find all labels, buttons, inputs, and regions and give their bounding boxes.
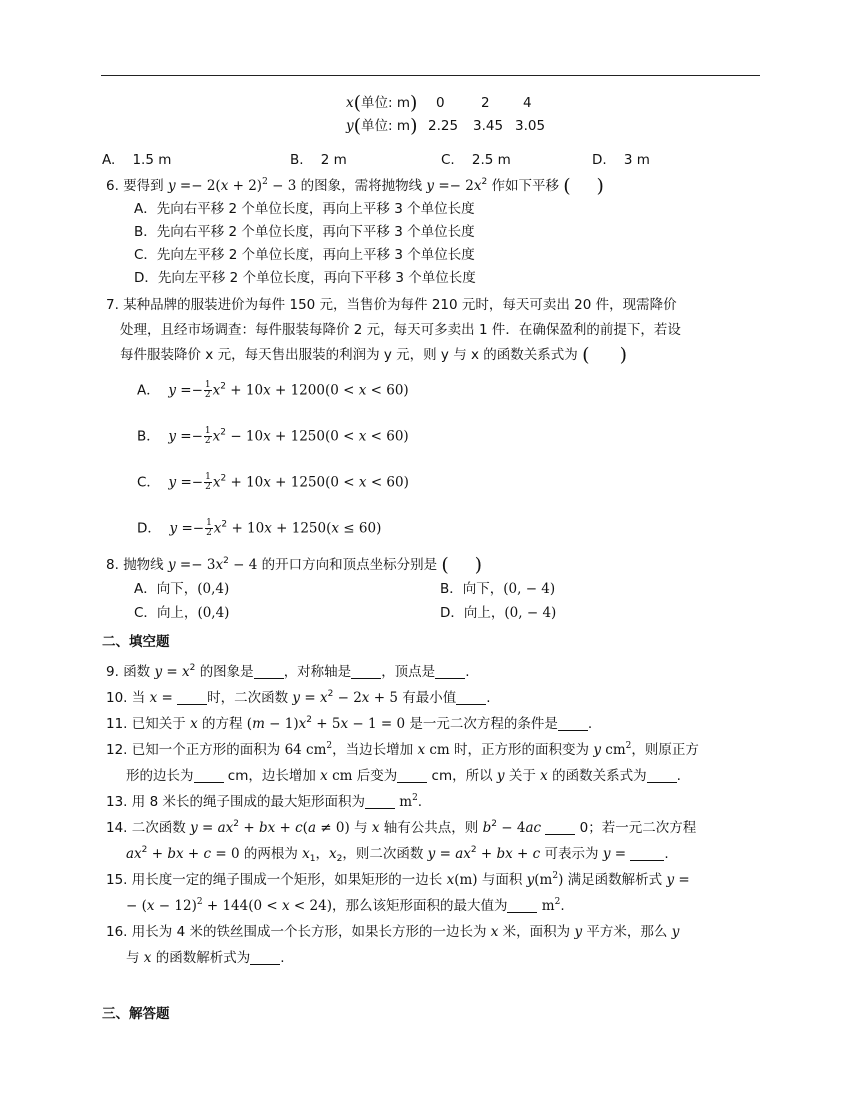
q14-line-1: 14. 二次函数 $y = ax^2$ + bx + c(a ≠ 0) 与 x 轴有公共点，则 $b^2 - 4ac$ 0；若一元二次方程	[106, 819, 697, 836]
q12-line-2: 形的边长为 cm，边长增加 x cm 后变为 cm，所以 y 关于 x 的函数关系式为 .	[126, 768, 681, 784]
q6-option-d[interactable]: D．先向左平移 2 个单位长度，再向下平移 3 个单位长度	[134, 270, 476, 286]
table-x-2: 2	[481, 95, 490, 111]
q6-option-b[interactable]: B．先向右平移 2 个单位长度，再向下平移 3 个单位长度	[134, 224, 475, 240]
q14-blank-1[interactable]	[545, 820, 575, 835]
q16-blank[interactable]	[250, 950, 280, 965]
q8-option-b[interactable]: B．向下，(0, − 4)	[440, 581, 556, 597]
table-y-2: 3.45	[473, 118, 504, 134]
q5-option-c[interactable]: C. 2.5 m	[441, 152, 511, 168]
table-y-4: 3.05	[515, 118, 546, 134]
table-row-x: x(单位: m)	[346, 92, 418, 114]
q11-blank[interactable]	[558, 716, 588, 731]
q6-option-a[interactable]: A．先向右平移 2 个单位长度，再向上平移 3 个单位长度	[134, 201, 475, 217]
q12-blank-3[interactable]	[647, 768, 677, 783]
q6-stem: 6. 要得到 $y =- 2(x + 2)^2 - 3$ 的图象，需将抛物线 $y =- 2x^2$ 作如下平移 ( )	[106, 175, 604, 197]
q7-option-c[interactable]: C． y =− $\frac{1}{2}$ $x^2 + 10x + 1250(0 < x < 60)$	[137, 472, 409, 492]
q13: 13. 用 8 米长的绳子围成的最大矩形面积为 $m^2$.	[106, 793, 423, 810]
q7-line-2: 处理，且经市场调查：每件服装每降价 2 元，每天可多卖出 1 件．在确保盈利的前提下，若设	[120, 322, 681, 338]
q16-line-1: 16. 用长为 4 米的铁丝围成一个长方形，如果长方形的一边长为 x 米，面积为 y 平方米，那么 y	[106, 924, 680, 940]
q8-option-d[interactable]: D．向上，(0, − 4)	[440, 605, 557, 621]
q9-blank-3[interactable]	[435, 664, 465, 679]
q12-blank-1[interactable]	[194, 768, 224, 783]
q10-blank-1[interactable]	[177, 690, 207, 705]
q6-option-c[interactable]: C．先向左平移 2 个单位长度，再向上平移 3 个单位长度	[134, 247, 475, 263]
q15-line-2: − $(x - 12)^2 + 144(0 < x < 24)$，那么该矩形面积的最大值为 $m^2$.	[126, 897, 565, 914]
q8-option-a[interactable]: A．向下，(0,4)	[134, 581, 230, 597]
q9-blank-1[interactable]	[254, 664, 284, 679]
q11: 11. 已知关于 x 的方程 $(m - 1)x^2 + 5x - 1 = 0$ 是一元二次方程的条件是 .	[106, 715, 593, 732]
q5-option-d[interactable]: D. 3 m	[592, 152, 650, 168]
table-row-y: y(单位: m)	[346, 115, 418, 137]
q13-blank[interactable]	[365, 794, 395, 809]
q10-blank-2[interactable]	[456, 690, 486, 705]
q7-line-1: 7. 某种品牌的服装进价为每件 150 元，当售价为每件 210 元时，每天可卖出 20 件，现需降价	[106, 297, 677, 313]
q14-blank-2[interactable]	[630, 846, 664, 861]
q14-line-2: $ax^2$ + bx + c = 0 的两根为 $x_1$，$x_2$，则二次函数 $y = ax^2$ + bx + c 可表示为 y = .	[126, 845, 669, 864]
q15-line-1: 15. 用长度一定的绳子围成一个矩形，如果矩形的一边长 x(m) 与面积 $y(m^2)$ 满足函数解析式 y =	[106, 871, 690, 888]
table-x-4: 4	[523, 95, 532, 111]
q10: 10. 当 x = 时，二次函数 $y = x^2 - 2x + 5$ 有最小值 .	[106, 689, 491, 706]
q16-line-2: 与 x 的函数解析式为 .	[126, 950, 285, 966]
q7-option-d[interactable]: D． y =− $\frac{1}{2}$ $x^2 + 10x + 1250(x \le 60)$	[137, 518, 382, 538]
table-x-0: 0	[436, 95, 445, 111]
q9-blank-2[interactable]	[351, 664, 381, 679]
q7-option-b[interactable]: B． y =− $\frac{1}{2}$ $x^2 - 10x + 1250(0 < x < 60)$	[137, 426, 409, 446]
q8-stem: 8. 抛物线 $y =- 3x^2 - 4$ 的开口方向和顶点坐标分别是 ( )	[106, 554, 482, 576]
header-rule	[101, 75, 760, 76]
table-y-0: 2.25	[428, 118, 459, 134]
q12-blank-2[interactable]	[397, 768, 427, 783]
q7-option-a[interactable]: A． y =− $\frac{1}{2}$ $x^2 + 10x + 1200(0 < x < 60)$	[137, 380, 409, 400]
q5-option-a[interactable]: A. 1.5 m	[102, 152, 172, 168]
q9: 9. 函数 $y = x^2$ 的图象是 ，对称轴是 ，顶点是 .	[106, 663, 470, 680]
q7-line-3: 每件服装降价 x 元，每天售出服装的利润为 y 元，则 y 与 x 的函数关系式为 ( )	[120, 344, 627, 366]
q15-blank[interactable]	[507, 898, 537, 913]
section-fill-blank-heading: 二、填空题	[102, 634, 170, 650]
section-answer-heading: 三、解答题	[102, 1006, 170, 1022]
q12-line-1: 12. 已知一个正方形的面积为 64 $cm^2$，当边长增加 x cm 时，正方形的面积变为 y $cm^2$，则原正方	[106, 741, 699, 758]
q5-option-b[interactable]: B. 2 m	[290, 152, 347, 168]
q8-option-c[interactable]: C．向上，(0,4)	[134, 605, 230, 621]
